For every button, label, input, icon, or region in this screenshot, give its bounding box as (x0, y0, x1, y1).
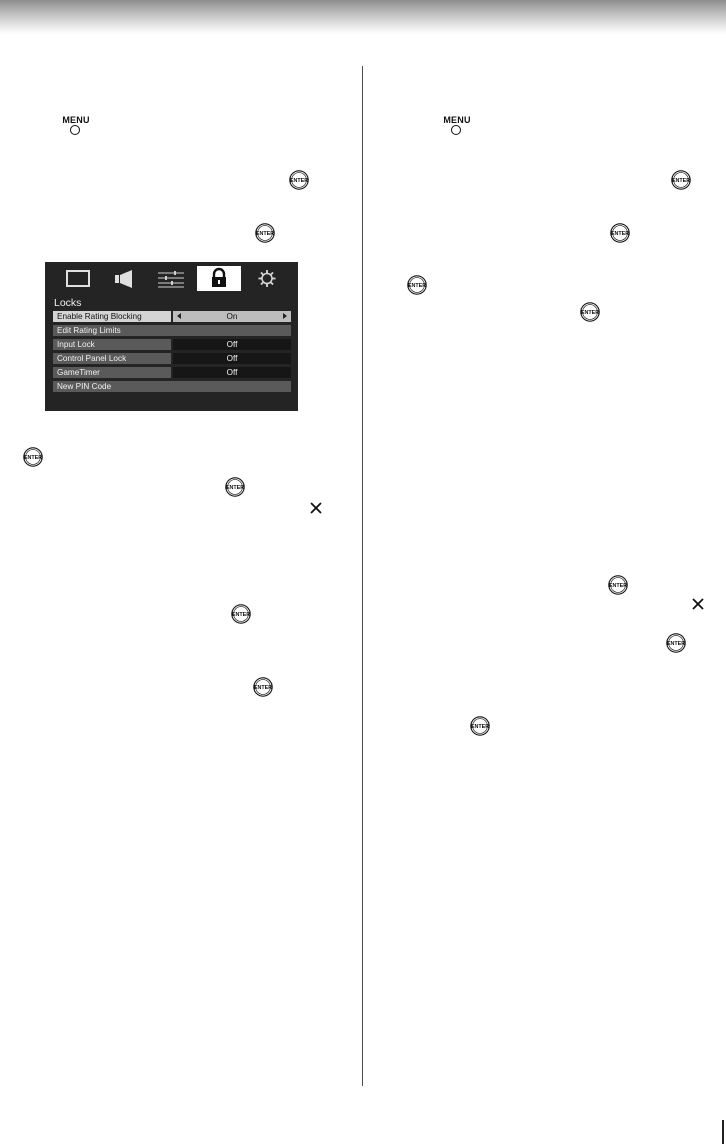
menu-row-value: Off (173, 353, 291, 364)
menu-title: Locks (54, 297, 82, 309)
header-gradient-bar (0, 0, 726, 34)
enter-key-label: ENTER (671, 178, 691, 184)
enter-button-icon (610, 223, 630, 243)
enter-button-icon (231, 604, 251, 624)
enter-key-label: ENTER (255, 231, 275, 237)
menu-row-label: Edit Rating Limits (53, 325, 291, 336)
enter-button-icon (671, 170, 691, 190)
menu-key-circle (70, 125, 80, 135)
enter-key-label: ENTER (231, 612, 251, 618)
gametimer-row[interactable] (53, 367, 291, 378)
enter-key-label: ENTER (23, 455, 43, 461)
lock-icon[interactable] (197, 266, 241, 291)
preferences-icon[interactable] (245, 266, 289, 291)
enter-key-label: ENTER (253, 685, 273, 691)
picture-icon[interactable] (56, 266, 100, 291)
menu-row-label: GameTimer (53, 367, 171, 378)
enter-button-icon (225, 477, 245, 497)
menu-row-label: Enable Rating Blocking (53, 311, 171, 322)
menu-row-value: Off (173, 367, 291, 378)
enter-button-icon (289, 170, 309, 190)
enter-key-label: ENTER (608, 583, 628, 589)
rating-blocking-selector[interactable] (173, 311, 291, 322)
menu-row-value: On (226, 312, 238, 321)
menu-key-circle (451, 125, 461, 135)
close-icon (691, 597, 705, 611)
new-pin-code-row[interactable] (53, 381, 291, 392)
setup-icon[interactable] (149, 266, 193, 291)
menu-key-label: MENU (62, 115, 90, 125)
column-divider (362, 66, 363, 1086)
enter-key-label: ENTER (470, 724, 490, 730)
enter-key-label: ENTER (289, 178, 309, 184)
menu-row-label: Input Lock (53, 339, 171, 350)
menu-tab-bar (45, 262, 298, 295)
enter-key-label: ENTER (610, 231, 630, 237)
enter-key-label: ENTER (580, 310, 600, 316)
enter-button-icon (253, 677, 273, 697)
menu-row-label: New PIN Code (53, 381, 291, 392)
enter-button-icon (407, 275, 427, 295)
menu-key-icon (441, 116, 481, 140)
arrow-left-icon[interactable] (177, 313, 181, 319)
enter-key-label: ENTER (225, 485, 245, 491)
control-panel-lock-row[interactable] (53, 353, 291, 364)
enter-button-icon (666, 633, 686, 653)
close-icon (309, 501, 323, 515)
enter-button-icon (23, 447, 43, 467)
enter-button-icon (255, 223, 275, 243)
sound-icon[interactable] (102, 266, 146, 291)
locks-menu-screen (45, 262, 298, 411)
enter-button-icon (580, 302, 600, 322)
page-edge-mark (722, 1120, 724, 1144)
menu-key-icon (60, 116, 100, 140)
enable-rating-blocking-row[interactable] (53, 311, 291, 322)
menu-row-value: Off (173, 339, 291, 350)
menu-key-label: MENU (443, 115, 471, 125)
edit-rating-limits-row[interactable] (53, 325, 291, 336)
menu-row-label: Control Panel Lock (53, 353, 171, 364)
enter-button-icon (470, 716, 490, 736)
enter-key-label: ENTER (666, 641, 686, 647)
arrow-right-icon[interactable] (283, 313, 287, 319)
enter-key-label: ENTER (407, 283, 427, 289)
enter-button-icon (608, 575, 628, 595)
input-lock-row[interactable] (53, 339, 291, 350)
